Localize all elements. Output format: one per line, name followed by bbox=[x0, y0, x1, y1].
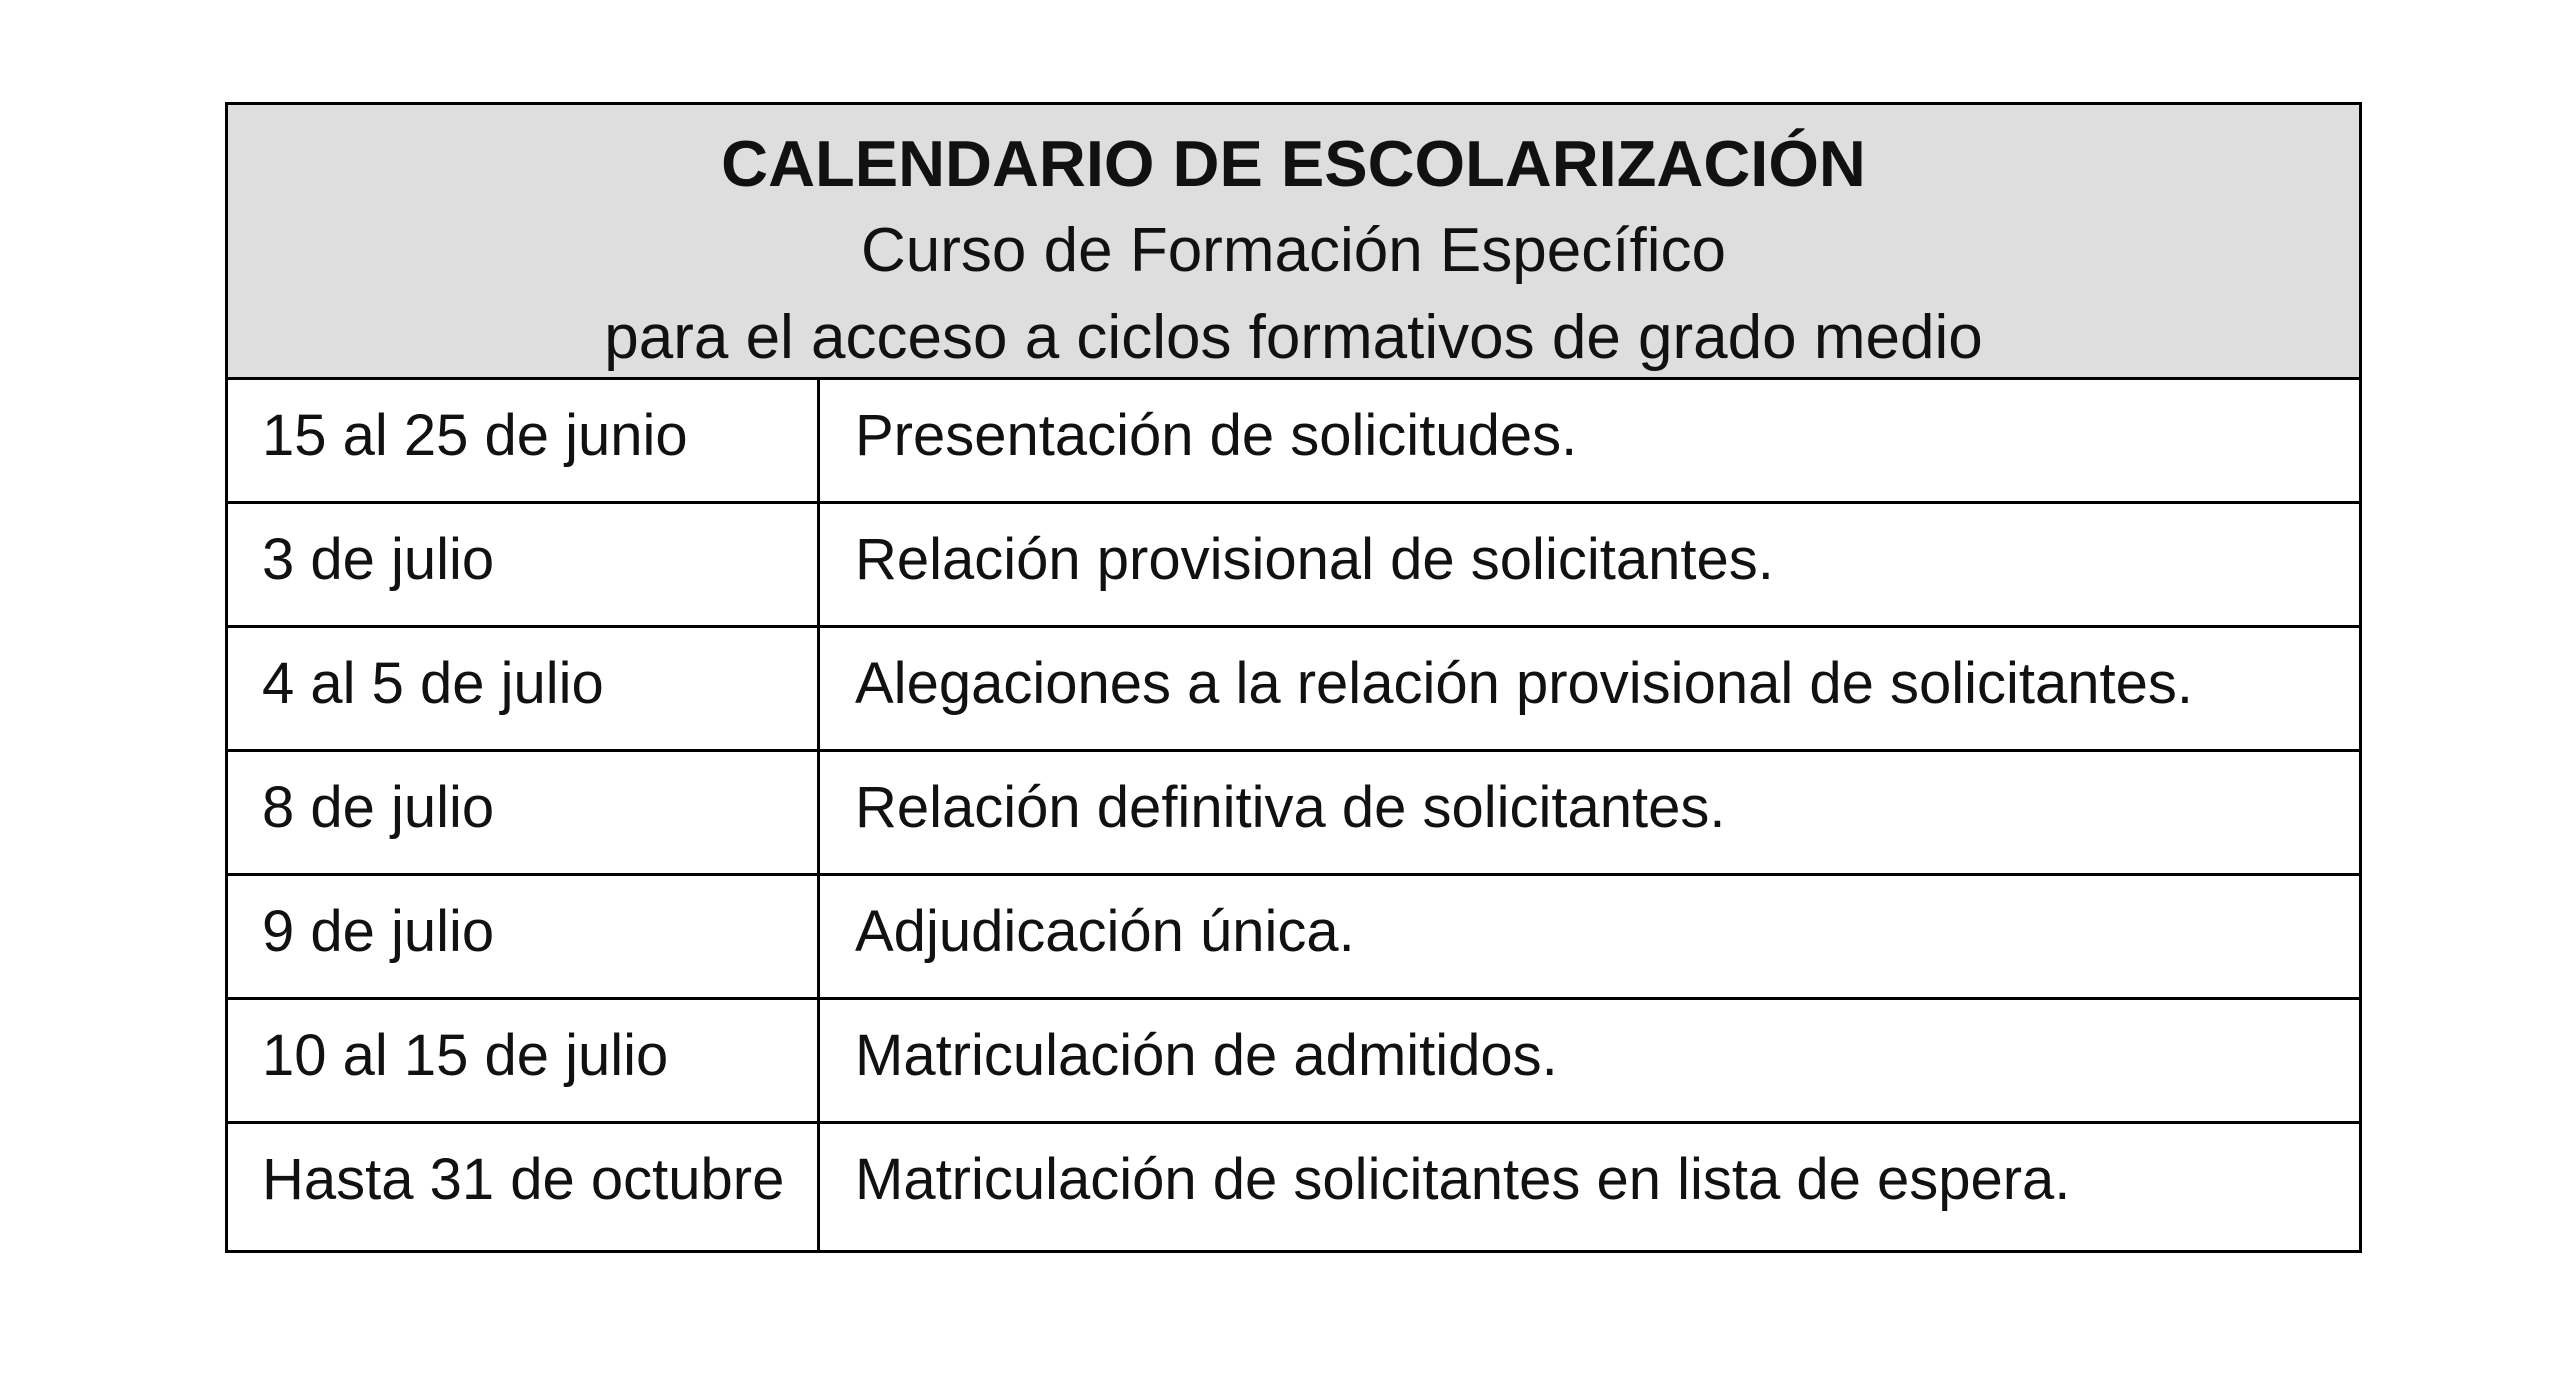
event-cell: Relación provisional de solicitantes. bbox=[855, 527, 1774, 592]
table-row bbox=[228, 380, 2359, 504]
calendar-title: CALENDARIO DE ESCOLARIZACIÓN bbox=[721, 127, 1866, 200]
date-cell: Hasta 31 de octubre bbox=[228, 1124, 820, 1250]
table-row bbox=[228, 628, 2359, 752]
table-row bbox=[228, 1124, 2359, 1250]
table-row bbox=[228, 876, 2359, 1000]
date-cell: 10 al 15 de julio bbox=[228, 1000, 820, 1121]
event-cell: Presentación de solicitudes. bbox=[855, 403, 1578, 468]
event-cell: Matriculación de admitidos. bbox=[855, 1023, 1558, 1088]
calendar-subtitle: Curso de Formación Específico bbox=[861, 216, 1726, 285]
table-row bbox=[228, 1000, 2359, 1124]
date-cell: 4 al 5 de julio bbox=[228, 628, 820, 749]
table-header bbox=[228, 105, 2359, 380]
event-cell: Matriculación de solicitantes en lista de espera. bbox=[855, 1147, 2071, 1212]
school-calendar-table bbox=[225, 102, 2362, 1253]
event-cell: Adjudicación única. bbox=[855, 899, 1355, 964]
date-cell: 8 de julio bbox=[228, 752, 820, 873]
event-cell: Alegaciones a la relación provisional de solicitantes. bbox=[855, 651, 2193, 716]
date-cell: 15 al 25 de junio bbox=[228, 380, 820, 501]
date-cell: 3 de julio bbox=[228, 504, 820, 625]
table-row bbox=[228, 752, 2359, 876]
event-cell: Relación definitiva de solicitantes. bbox=[855, 775, 1726, 840]
date-cell: 9 de julio bbox=[228, 876, 820, 997]
table-row bbox=[228, 504, 2359, 628]
calendar-subtitle-line-2: para el acceso a ciclos formativos de grado medio bbox=[604, 303, 1983, 372]
